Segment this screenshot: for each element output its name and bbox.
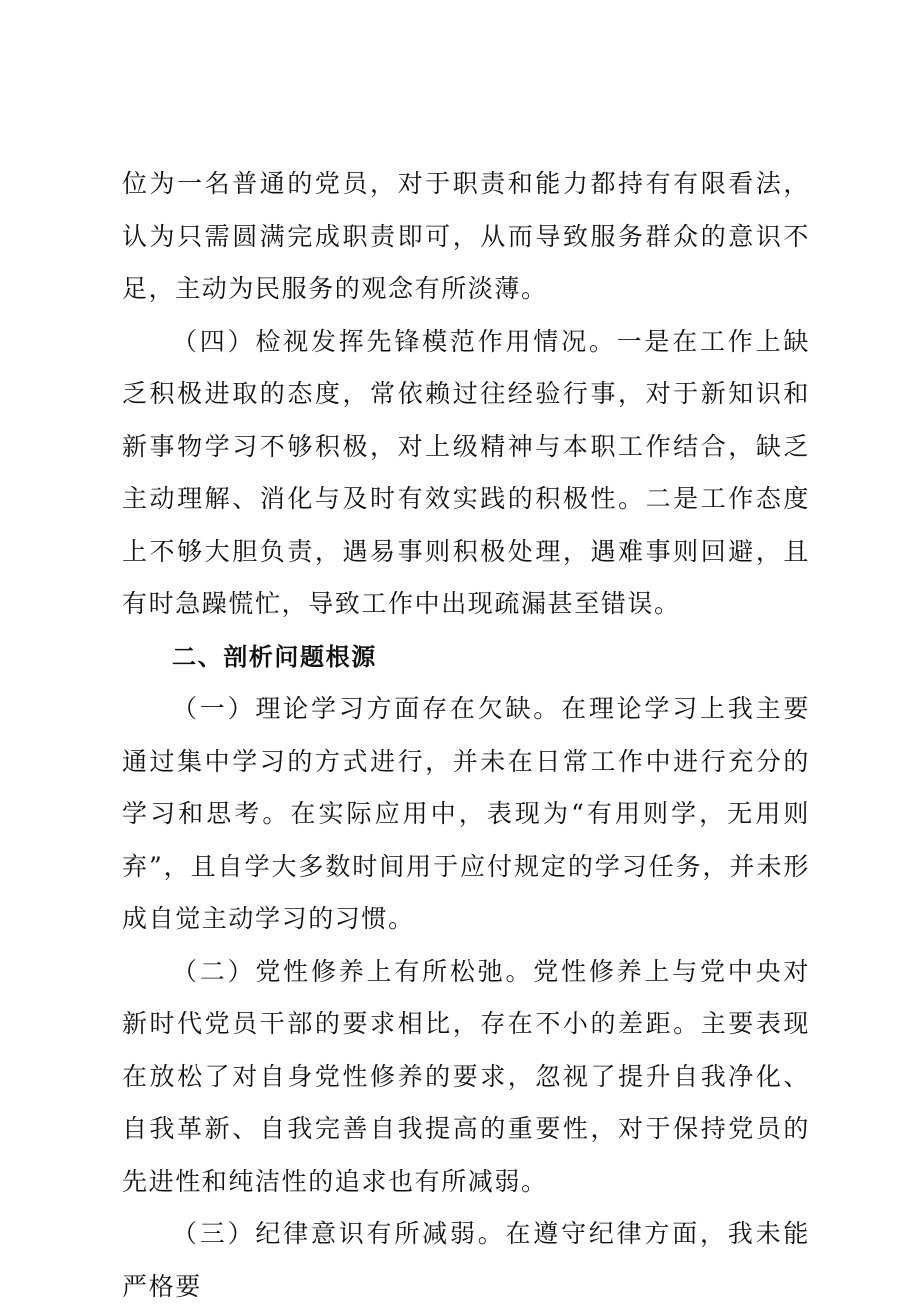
document-body (122, 158, 810, 1313)
paragraph-party-spirit: （二）党性修养上有所松弛。党性修养上与党中央对新时代党员干部的要求相比，存在不小的差距。主要表现在放松了对自身党性修养的要求，忽视了提升自我净化、自我革新、自我完善自我提高的重要性，对于保持党员的先进性和纯洁性的追求也有所减弱。 (122, 956, 810, 1196)
paragraph-continuation: 位为一名普通的党员，对于职责和能力都持有有限看法，认为只需圆满完成职责即可，从而导致服务群众的意识不足，主动为民服务的观念有所淡薄。 (122, 169, 810, 303)
paragraph-pioneer-role: （四）检视发挥先锋模范作用情况。一是在工作上缺乏积极进取的态度，常依赖过往经验行事，对于新知识和新事物学习不够积极，对上级精神与本职工作结合，缺乏主动理解、消化与及时有效实践的积极性。二是工作态度上不够大胆负责，遇易事则积极处理，遇难事则回避，且有时急躁慌忙，导致工作中出现疏漏甚至错误。 (122, 326, 810, 618)
section-heading-root-causes: 二、剖析问题根源 (172, 642, 377, 671)
paragraph-discipline: （三）纪律意识有所减弱。在遵守纪律方面，我未能严格要 (122, 1219, 810, 1301)
paragraph-theory-study: （一）理论学习方面存在欠缺。在理论学习上我主要通过集中学习的方式进行，并未在日常工作中进行充分的学习和思考。在实际应用中，表现为“有用则学，无用则弃”，且自学大多数时间用于应付规定的学习任务，并未形成自觉主动学习的习惯。 (122, 694, 810, 933)
